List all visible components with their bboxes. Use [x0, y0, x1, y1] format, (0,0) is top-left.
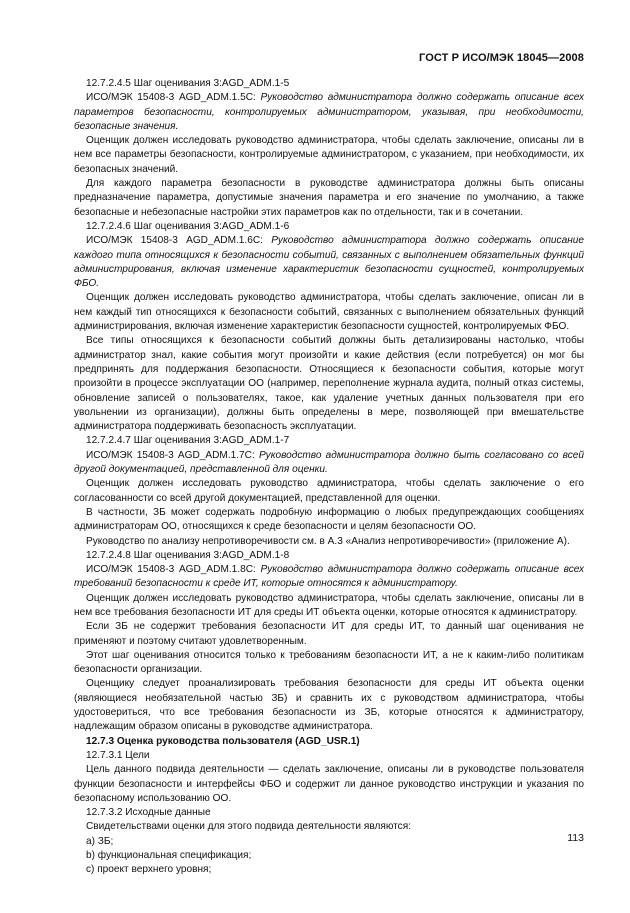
paragraph: c) проект верхнего уровня;	[86, 864, 212, 876]
paragraph: 12.7.3.1 Цели	[86, 749, 150, 761]
requirement-text: Руководство администратора должно содержать описание всех параметров безопасности, контролируемых администратором, указывая, при необходимости, безопасные значения.	[74, 92, 584, 132]
paragraph: Оценщику следует проанализировать требования безопасности для среды ИТ объекта оценки (являющиеся необязательной частью ЗБ) и сравнить их с руководством администратора, чтобы удостовериться, что все требования безопасности из ЗБ, которые относятся к администратору, надлежащим образом описаны в руководстве администратора.	[74, 678, 584, 733]
paragraph: Оценщик должен исследовать руководство администратора, чтобы сделать заключение, описаны ли в нем все параметры безопасности, контролируемые администратором, с указанием, при необходимости, их безопасных значений.	[74, 135, 584, 175]
paragraph: Все типы относящихся к безопасности событий должны быть детализированы настолько, чтобы администратор знал, какие события могут произойти и какие действия (если потребуется) он мог бы предпринять для поддержания безопасности. Относящиеся к безопасности события, которые могут произойти в процессе эксплуатации ОО (например, переполнение журнала аудита, полный отказ системы, обновление записей о пользователях, такое, как удаление учетных данных пользователя при его увольнении из организации), должны быть определены в мере, позволяющей при вмешательстве администратора поддерживать безопасность эксплуатации.	[74, 335, 584, 433]
paragraph: a) ЗБ;	[86, 835, 114, 847]
paragraph: 12.7.3.2 Исходные данные	[86, 807, 211, 819]
requirement-ref: ИСО/МЭК 15408-3 AGD_ADM.1.8C:	[86, 564, 261, 576]
section-heading: 12.7.3 Оценка руководства пользователя (AGD_USR.1)	[86, 735, 360, 747]
requirement-ref: ИСО/МЭК 15408-3 AGD_ADM.1.7C:	[86, 449, 259, 461]
paragraph: Оценщик должен исследовать руководство администратора, чтобы сделать заключение, описаны ли в нем все требования безопасности ИТ для среды ИТ объекта оценки, которые относятся к администратору.	[74, 592, 584, 618]
paragraph: Если ЗБ не содержит требования безопасности ИТ для среды ИТ, то данный шаг оценивания не применяют и поэтому считают удовлетворенным.	[74, 621, 584, 647]
document-body	[74, 77, 584, 878]
paragraph: Свидетельствами оценки для этого подвида деятельности являются:	[86, 821, 412, 833]
requirement-text: Руководство администратора должно содержать описание каждого типа относящихся к безопасности событий, связанных с выполнением обязательных функций администрирования, включая изменение характеристик безопасности сущностей, контролируемых ФБО.	[74, 235, 584, 290]
paragraph: Оценщик должен исследовать руководство администратора, чтобы сделать заключение, описан ли в нем каждый тип относящихся к безопасности событий, связанных с выполнением обязательных функций администрирования, включая изменение характеристик безопасности сущностей, контролируемых ФБО.	[74, 292, 584, 333]
paragraph: 12.7.2.4.5 Шаг оценивания 3:AGD_ADM.1-5	[86, 78, 290, 89]
paragraph: 12.7.2.4.8 Шаг оценивания 3:AGD_ADM.1-8	[86, 549, 290, 561]
paragraph: 12.7.2.4.6 Шаг оценивания 3:AGD_ADM.1-6	[86, 220, 290, 232]
paragraph: Цель данного подвида деятельности — сделать заключение, описаны ли в руководстве пользователя функции безопасности и интерфейсы ФБО и содержит ли данное руководство инструкции и указания по безопасному использованию ОО.	[74, 764, 584, 804]
paragraph: 12.7.2.4.7 Шаг оценивания 3:AGD_ADM.1-7	[86, 435, 290, 447]
paragraph: Оценщик должен исследовать руководство администратора, чтобы сделать заключение о его согласованности со всей другой документацией, представленной для оценки.	[74, 478, 584, 504]
page-number: 113	[567, 832, 584, 844]
paragraph: Руководство по анализу непротиворечивости см. в А.3 «Анализ непротиворечивости» (приложение А).	[86, 535, 570, 547]
paragraph: Этот шаг оценивания относится только к требованиям безопасности ИТ, а не к каким-либо политикам безопасности организации.	[74, 649, 584, 676]
requirement-ref: ИСО/МЭК 15408-3 AGD_ADM.1.6C:	[86, 235, 272, 247]
paragraph: В частности, ЗБ может содержать подробную информацию о любых предупреждающих сообщениях администраторам ОО, относящихся к среде безопасности и целям безопасности ОО.	[74, 506, 584, 533]
paragraph: b) функциональная спецификация;	[86, 850, 252, 862]
requirement-text: Руководство администратора должно быть согласовано со всей другой документацией, представленной для оценки.	[74, 449, 584, 476]
standard-requirement	[74, 563, 584, 592]
page-header: ГОСТ Р ИСО/МЭК 18045—2008	[419, 52, 584, 64]
requirement-ref: ИСО/МЭК 15408-3 AGD_ADM.1.5C:	[86, 92, 261, 104]
paragraph: Для каждого параметра безопасности в руководстве администратора должны быть описаны предназначение параметра, допустимые значения параметра и его значение по умолчанию, а также безопасные и небезопасные настройки этих параметров как по отдельности, так и в сочетании.	[74, 178, 584, 218]
standard-requirement	[74, 234, 584, 291]
requirement-text: Руководство администратора должно содержать описание всех требований безопасности к среде ИТ, которые относятся к администратору.	[74, 564, 584, 590]
standard-requirement	[74, 449, 584, 478]
standard-requirement	[74, 91, 584, 134]
